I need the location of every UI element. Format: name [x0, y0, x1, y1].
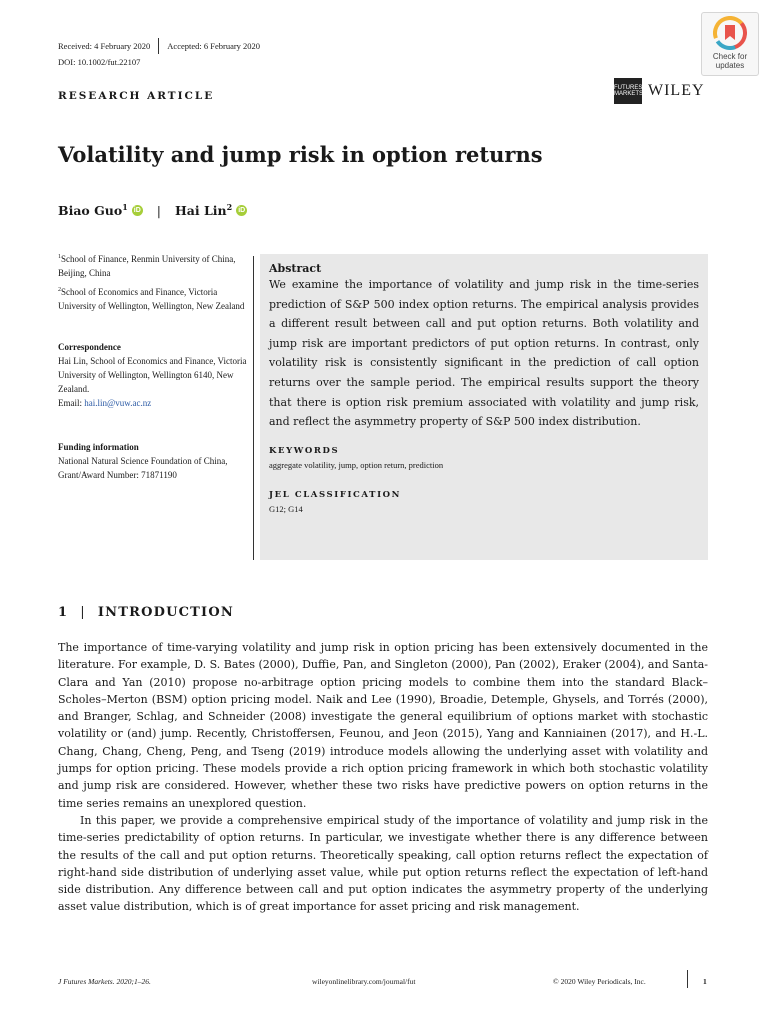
doi[interactable]: DOI: 10.1002/fut.22107: [58, 57, 141, 67]
jel-heading: JEL CLASSIFICATION: [269, 489, 402, 500]
section-heading: 1 | INTRODUCTION: [58, 605, 234, 620]
affiliation: $^1$School of Finance, Renmin University of China, Beijing, China: [58, 254, 236, 278]
correspondence: [58, 340, 248, 410]
affiliation: $^2$School of Economics and Finance, Victoria University of Wellington, Wellington, New Zealand: [58, 287, 245, 311]
correspondence-email: Email: hai.lin@vuw.ac.nz: [58, 398, 152, 408]
keywords-heading: KEYWORDS: [269, 445, 340, 456]
author-list: [58, 202, 247, 218]
introduction-body: [58, 639, 708, 916]
keywords: aggregate volatility, jump, option return, prediction: [269, 459, 444, 470]
funding-text: National Natural Science Foundation of China, Grant/Award Number: 71871190: [58, 456, 228, 480]
publisher-logo: WILEY: [648, 82, 705, 99]
affiliations: [58, 250, 248, 313]
funding-information: [58, 440, 248, 482]
footer-journal: J Futures Markets. 2020;1–26.: [58, 977, 151, 986]
author-name[interactable]: Hai Lin$^2$: [175, 202, 233, 219]
article-type: RESEARCH ARTICLE: [58, 90, 215, 102]
orcid-icon[interactable]: iD: [133, 206, 141, 214]
journal-logo: FUTURES MARKETS: [614, 78, 642, 104]
paragraph: In this paper, we provide a comprehensive empirical study of the importance of volatility and jump risk in the time-series predictability of option returns. In particular, we investigate whether there is any difference between the results of the call and put option returns. Theoretically speaking, call option returns reflect the expectation of right-hand side distribution of underlying asset value, while put option returns reflect the expectation of left-hand side distribution. Any difference between call and put option indicates the asymmetry property of the underlying asset value distribution, which is of great importance for asset pricing and risk management.: [58, 813, 708, 914]
abstract-box: [260, 254, 708, 560]
check-updates-icon: [713, 16, 747, 50]
check-for-updates-button[interactable]: [701, 12, 759, 76]
accepted-date: Accepted: 6 February 2020: [167, 41, 261, 51]
funding-heading: Funding information: [58, 442, 139, 452]
badge-label: Check for updates: [712, 52, 748, 70]
email-link[interactable]: hai.lin@vuw.ac.nz: [84, 398, 152, 408]
received-date: Received: 4 February 2020: [58, 41, 151, 51]
divider: [158, 38, 159, 54]
abstract-text: We examine the importance of volatility and jump risk in the time-series prediction of S&P 500 index option returns. The empirical analysis provides a different result between call and put option returns. Both volatility and jump risk are important predictors of put option returns. In contrast, only volatility risk is consistently significant in the prediction of call option returns over the sample period. The empirical results support the theory that there is option risk premium associated with volatility and jump risk, and reflect the asymmetry property of S&P 500 index distribution.: [269, 278, 699, 429]
jel-classification: G12; G14: [269, 503, 303, 514]
correspondence-text: Hai Lin, School of Economics and Finance, Victoria University of Wellington, Wellington 6140, New Zealand.: [58, 356, 247, 394]
author-name[interactable]: Biao Guo$^1$: [58, 202, 128, 219]
paragraph: The importance of time-varying volatility and jump risk in option pricing has been extensively documented in the literature. For example, D. S. Bates (2000), Duffie, Pan, and Singleton (2000), Pan (2002), Eraker (2004), and Santa-Clara and Yan (2010) propose no-arbitrage option pricing models to combine them into the standard Black–Scholes–Merton (BSM) option pricing model. Naik and Lee (1990), Broadie, Detemple, Ghysels, and Torrés (2000), and Branger, Schlag, and Schneider (2008) investigate the general equilibrium of options market with stochastic volatility or (and) jump. Recently, Christoffersen, Feunou, and Jeon (2015), Yang and Kanniainen (2017), and H.-L. Chang, Chang, Cheng, Peng, and Tseng (2019) introduce models allowing the underlying asset with volatility and jumps for option pricing. These models provide a rich option pricing framework in which both stochastic volatility and jump risk are considered. However, whether these two risks have predictive powers on option returns in the time series remains an unexplored question.: [58, 641, 708, 810]
article-title: Volatility and jump risk in option returns: [58, 142, 543, 167]
footer-divider: [687, 970, 688, 988]
footer-url[interactable]: wileyonlinelibrary.com/journal/fut: [312, 977, 416, 986]
abstract-heading: Abstract: [269, 262, 322, 275]
page-number: 1: [703, 977, 707, 986]
column-divider: [253, 256, 254, 560]
orcid-icon[interactable]: iD: [238, 206, 246, 214]
correspondence-heading: Correspondence: [58, 342, 121, 352]
article-dates: [58, 38, 260, 54]
footer-copyright: © 2020 Wiley Periodicals, Inc.: [553, 977, 646, 986]
author-separator: |: [156, 202, 161, 218]
